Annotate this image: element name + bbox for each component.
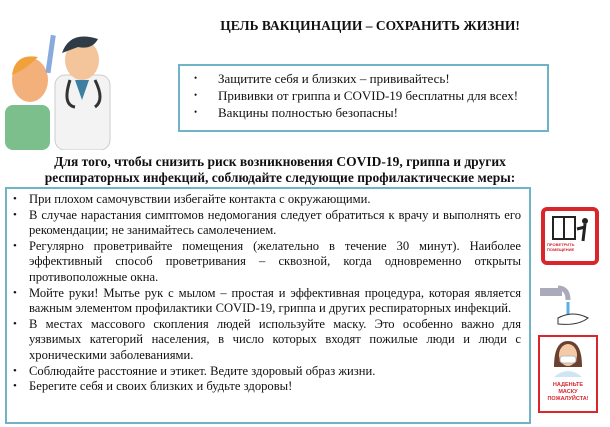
measures-box [5, 187, 531, 424]
list-item: • В местах массового скопления людей используйте маску. Это особенно важно для уязвимых категорий населения, в число которых входят пожилые люди и люди с хроническими заболеваниями. [13, 317, 521, 364]
window-icon [545, 213, 595, 243]
woman-with-mask-icon [540, 337, 596, 377]
list-item: • Мойте руки! Мытье рук с мылом – простая и эффективная процедура, которая является важным элементом профилактики COVID-19, гриппа и других респираторных инфекций. [13, 286, 521, 317]
ventilate-sign-label: ПРОВЕТРИТЬ ПОМЕЩЕНИЕ [547, 242, 575, 252]
list-item: • Берегите себя и своих близких и будьте здоровы! [13, 379, 521, 395]
measures-heading: Для того, чтобы снизить риск возникновения COVID-19, гриппа и других респираторных инфекций, соблюдайте следующие профилактические меры: [44, 154, 516, 185]
list-item: • Регулярно проветривайте помещения (желательно в течение 30 минут). Наиболее эффективный способ проветривания – сквозной, когда одновременно открыты противоположные окна. [13, 239, 521, 286]
ventilate-sign [541, 207, 599, 265]
vaccination-box [178, 64, 549, 132]
list-item: • Защитите себя и близких – прививайтесь! [194, 70, 547, 87]
list-item: • При плохом самочувствии избегайте контакта с окружающими. [13, 192, 521, 208]
list-item: • Прививки от гриппа и COVID-19 бесплатны для всех! [194, 87, 547, 104]
list-item: • В случае нарастания симптомов недомогания следует обратиться к врачу и выполнять его рекомендации; не занимайтесь самолечением. [13, 208, 521, 239]
page-title: ЦЕЛЬ ВАКЦИНАЦИИ – СОХРАНИТЬ ЖИЗНИ! [220, 18, 520, 33]
mask-sign-label: НАДЕНЬТЕ МАСКУ ПОЖАЛУЙСТА! [547, 382, 589, 402]
handwashing-icon [538, 280, 602, 330]
doctor-vaccination-illustration [0, 25, 130, 150]
list-item: • Соблюдайте расстояние и этикет. Ведите здоровый образ жизни. [13, 364, 521, 380]
mask-sign [538, 335, 598, 413]
list-item: • Вакцины полностью безопасны! [194, 104, 547, 121]
